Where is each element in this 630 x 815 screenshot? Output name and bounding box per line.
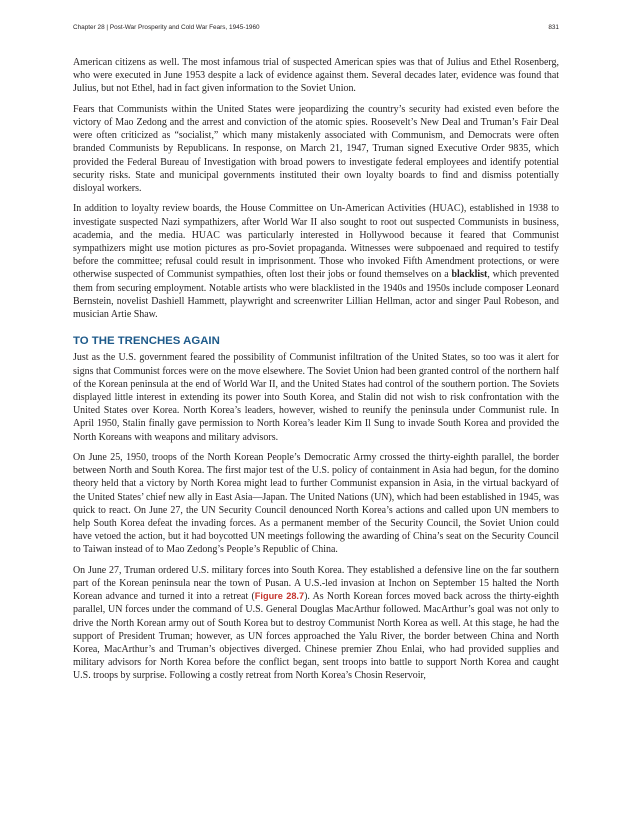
paragraph-korea-background: Just as the U.S. government feared the possibility of Communist infiltration of the United States, so too was it alert for signs that Communist forces were on the move elsewhere. The Soviet Union had been granted control of the northern half of the Korean peninsula at the end of World War II, and the United States had control of the southern portion. The Soviets displayed little interest in extending its power into South Korea, and Stalin did not wish to risk confrontation with the United States over Korea. North Korea’s leaders, however, wished to reunify the peninsula under Communist rule. In April 1950, Stalin finally gave permission to North Korea’s leader Kim Il Sung to invade South Korea and provided the North Koreans with weapons and military advisors. [73,352,559,443]
paragraph-huac-text-after: , which prevented them from securing employment. Notable artists who were blacklisted in the 1940s and 1950s include composer Leonard Bernstein, novelist Dashiell Hammett, playwright and screenwriter Lillian Hellman, actor and singer Paul Robeson, and musician Artie Shaw. [73,269,559,321]
paragraph-korea-invasion: On June 25, 1950, troops of the North Korean People’s Democratic Army crossed the thirty-eighth parallel, the border between North and South Korea. The first major test of the U.S. policy of containment in Asia had begun, for the domino theory held that a victory by North Korea might lead to further Communist expansion in Asia, in the virtual backyard of the United States’ chief new ally in East Asia—Japan. The United Nations (UN), which had been established in 1945, was quick to react. On June 27, the UN Security Council denounced North Korea’s actions and called upon UN members to help South Korea defeat the invading forces. As a permanent member of the Security Council, the Soviet Union could have vetoed the action, but it had boycotted UN meetings following the awarding of China’s seat on the Security Council to Taiwan instead of to Mao Zedong’s People’s Republic of China. [73,451,559,556]
paragraph-huac-text-before: In addition to loyalty review boards, the House Committee on Un-American Activities (HUAC), established in 1938 to investigate suspected Nazi sympathizers, after World War II also sought to root out suspected Communists in business, academia, and the media. HUAC was particularly interested in Hollywood because it feared that Communist sympathizers might use motion pictures as pro-Soviet propaganda. Witnesses were subpoenaed and required to testify before the committee; refusal could result in imprisonment. Those who invoked Fifth Amendment protections, or were otherwise suspected of Communist sympathies, often lost their jobs or found themselves on a [73,203,559,281]
paragraph-huac [73,202,559,321]
paragraph-us-response [73,564,559,683]
figure-link[interactable]: Figure 28.7 [254,591,305,602]
chapter-title: Chapter 28 | Post-War Prosperity and Cold War Fears, 1945-1960 [73,24,260,31]
paragraph-us-response-text-after: ). As North Korean forces moved back across the thirty-eighth parallel, UN forces under the command of U.S. General Douglas MacArthur followed. MacArthur’s goal was not only to drive the North Korean army out of South Korea but to destroy Communist North Korea as well. At this stage, he had the support of President Truman; however, as UN forces approached the Yalu River, the border between China and North Korea, MacArthur’s and Truman’s objectives diverged. Chinese premier Zhou Enlai, who had provided supplies and military advisors for North Korea before the conflict began, sent troops into battle to support North Korea and caught U.S. troops by surprise. Following a costly retreat from North Korea’s Chosin Reservoir, [73,591,559,682]
paragraph-loyalty-fears: Fears that Communists within the United States were jeopardizing the country’s security had existed even before the victory of Mao Zedong and the arrest and conviction of the atomic spies. Roosevelt’s New Deal and Truman’s Fair Deal were often criticized as “socialist,” which many mistakenly associated with Communism, and Democrats were often branded Communists by Republicans. In response, on March 21, 1947, Truman signed Executive Order 9835, which provided the Federal Bureau of Investigation with broad powers to investigate federal employees and identify potential security risks. State and municipal governments instituted their own loyalty boards to find and dismiss potentially disloyal workers. [73,103,559,195]
page-body [73,56,559,690]
paragraph-us-response-text-before: On June 27, Truman ordered U.S. military forces into South Korea. They established a defensive line on the far southern part of the Korean peninsula near the town of Pusan. A U.S.-led invasion at Inchon on September 15 halted the North Korean advance and turned it into a retreat ( [73,564,559,603]
paragraph-rosenberg-trial: American citizens as well. The most infamous trial of suspected American spies was that of Julius and Ethel Rosenberg, who were executed in June 1953 despite a lack of evidence against them. Several decades later, evidence was found that Julius, but not Ethel, had in fact given information to the Soviet Union. [73,57,559,95]
page-header [73,24,559,31]
page-number: 831 [548,24,559,31]
key-term-blacklist: blacklist [451,269,488,281]
section-heading: TO THE TRENCHES AGAIN [73,334,220,347]
